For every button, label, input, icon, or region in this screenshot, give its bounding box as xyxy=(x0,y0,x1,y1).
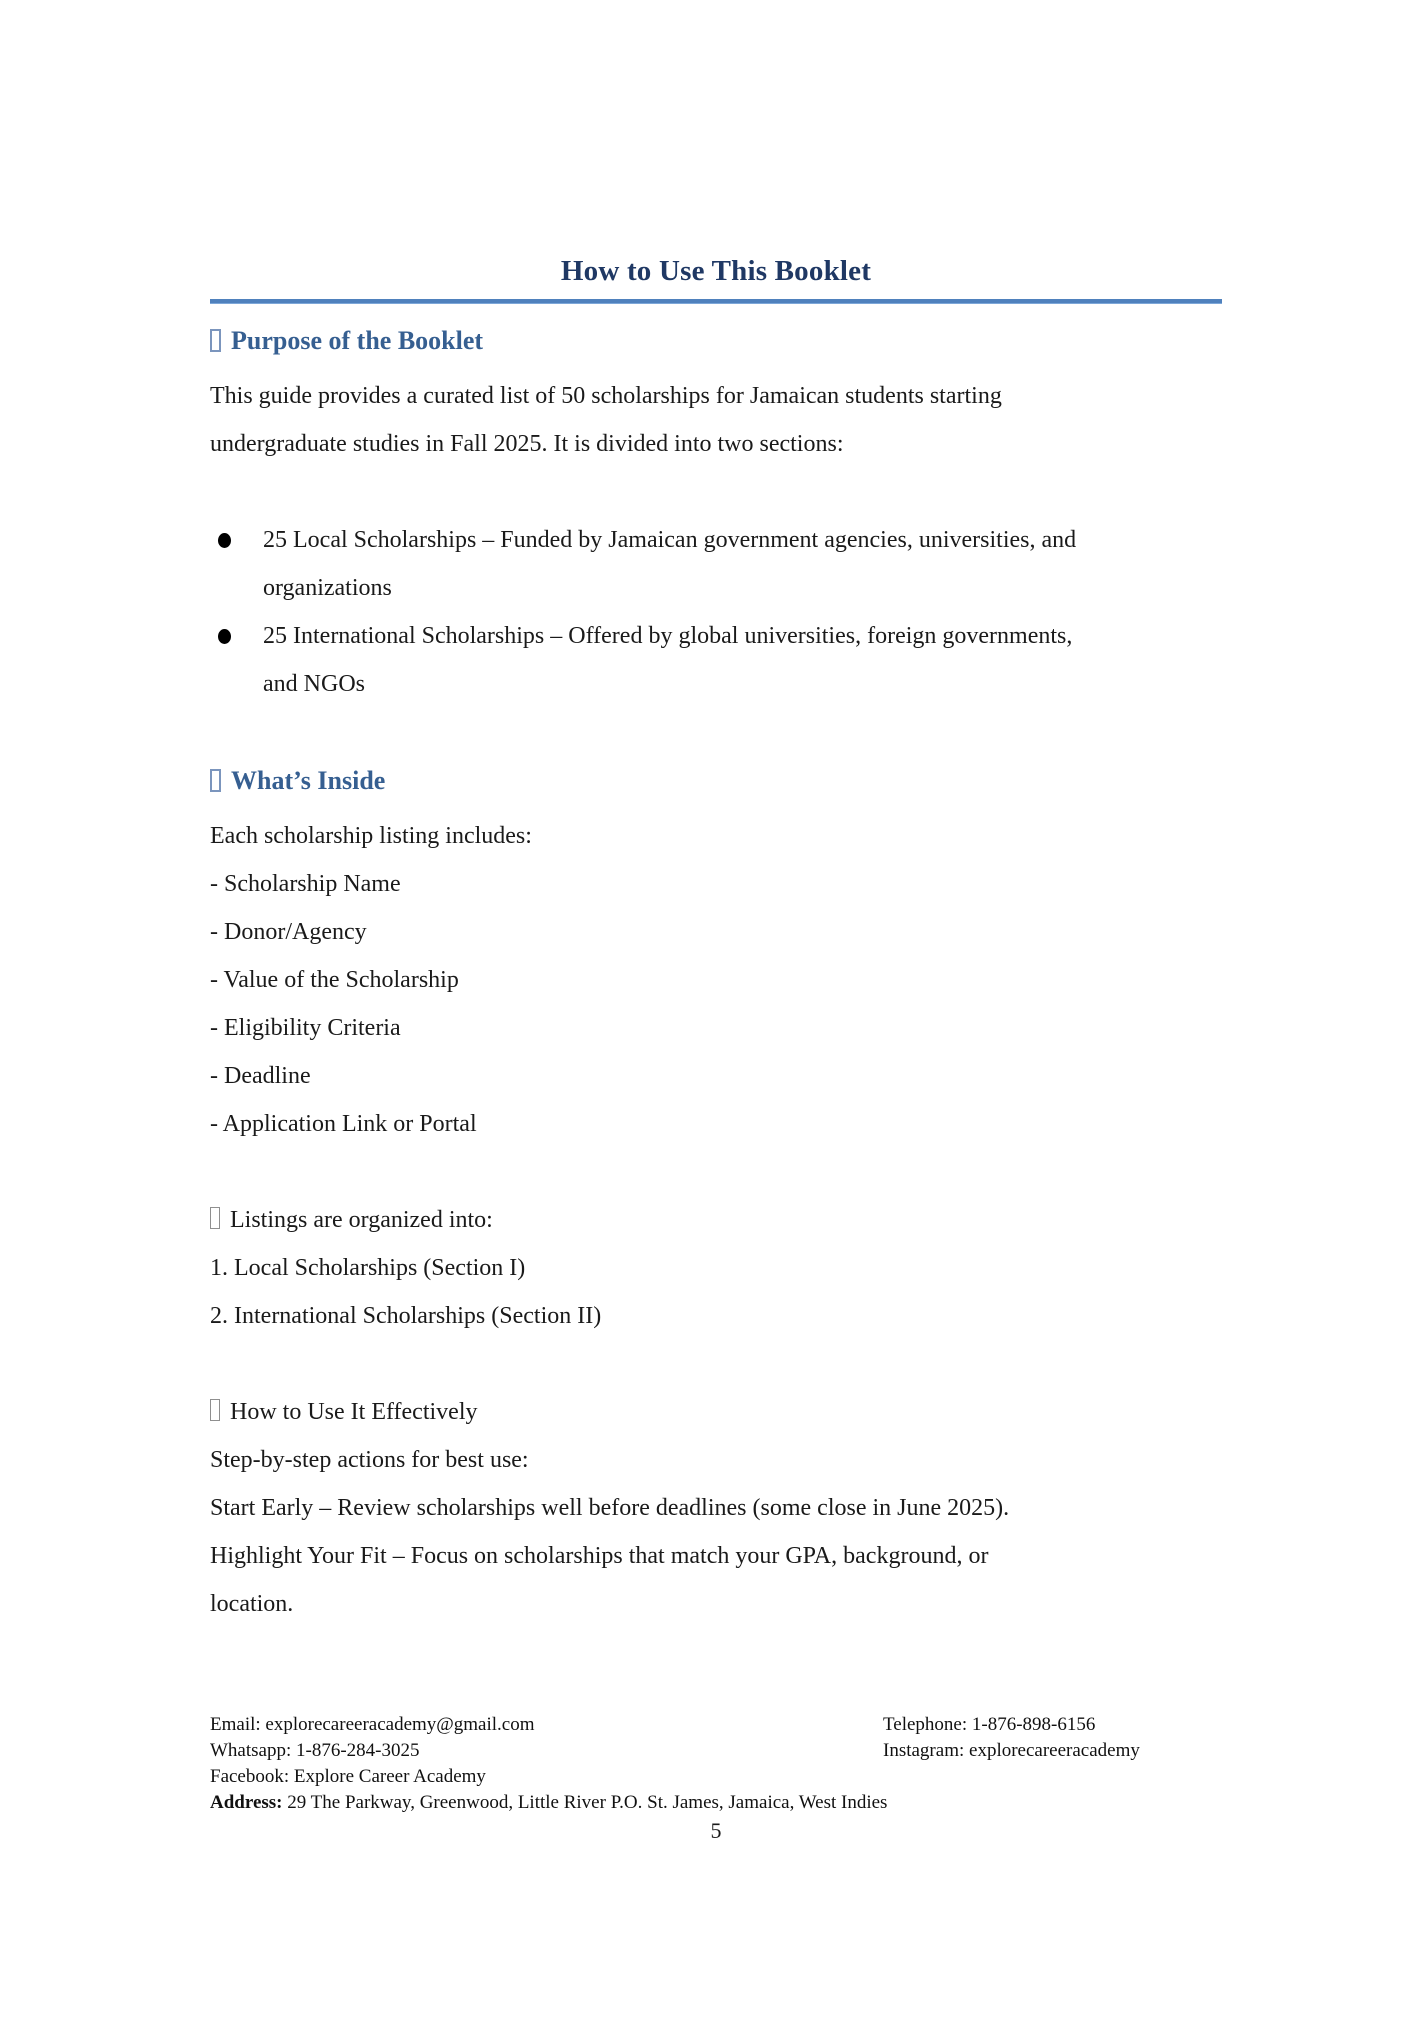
footer-address-label: Address: xyxy=(210,1792,283,1813)
footer-instagram-label: Instagram: xyxy=(883,1740,965,1761)
list-item: - Deadline xyxy=(210,1063,311,1089)
paragraph-line: undergraduate studies in Fall 2025. It is divided into two sections: xyxy=(210,431,844,457)
list-item: - Value of the Scholarship xyxy=(210,967,459,993)
footer-telephone-label: Telephone: xyxy=(883,1714,968,1735)
paragraph-line: Highlight Your Fit – Focus on scholarships that match your GPA, background, or xyxy=(210,1543,989,1569)
footer-address-value: 29 The Parkway, Greenwood, Little River P.O. St. James, Jamaica, West Indies xyxy=(287,1792,888,1813)
list-item: - Eligibility Criteria xyxy=(210,1015,401,1041)
list-item: - Application Link or Portal xyxy=(210,1111,477,1137)
list-item: 1. Local Scholarships (Section I) xyxy=(210,1255,526,1281)
list-item xyxy=(210,612,1222,708)
missing-glyph-icon xyxy=(210,1399,220,1421)
bullet-icon xyxy=(218,629,231,644)
list-item-line: and NGOs xyxy=(263,671,365,697)
purpose-paragraph xyxy=(210,372,1222,468)
paragraph-line: This guide provides a curated list of 50 scholarships for Jamaican students starting xyxy=(210,383,1002,409)
footer-instagram-value: explorecareeracademy xyxy=(969,1740,1140,1761)
list-item-line: organizations xyxy=(263,575,392,601)
how-to-use-heading-label: How to Use It Effectively xyxy=(230,1399,478,1425)
scholarship-type-bullet-list xyxy=(210,516,1222,708)
missing-glyph-icon xyxy=(210,769,221,792)
footer-telephone-value: 1-876-898-6156 xyxy=(971,1714,1096,1735)
how-to-use-heading xyxy=(210,1388,1222,1436)
list-item: 2. International Scholarships (Section II) xyxy=(210,1303,602,1329)
paragraph-line: location. xyxy=(210,1591,294,1617)
organized-heading xyxy=(210,1196,1222,1244)
footer-whatsapp-value: 1-876-284-3025 xyxy=(296,1740,420,1761)
whats-inside-list xyxy=(210,812,1222,1148)
footer-facebook-label: Facebook: xyxy=(210,1766,290,1787)
bullet-icon xyxy=(218,533,231,548)
footer-instagram xyxy=(883,1738,1222,1764)
paragraph-line: Step-by-step actions for best use: xyxy=(210,1447,529,1473)
footer-email-label: Email: xyxy=(210,1714,261,1735)
list-item: - Donor/Agency xyxy=(210,919,367,945)
section-heading-purpose xyxy=(210,324,1222,358)
footer-email-value: explorecareeracademy@gmail.com xyxy=(265,1714,535,1735)
section-heading-purpose-label: Purpose of the Booklet xyxy=(231,326,484,355)
footer-whatsapp xyxy=(210,1738,883,1764)
missing-glyph-icon xyxy=(210,329,221,352)
organized-heading-label: Listings are organized into: xyxy=(230,1207,493,1233)
footer-whatsapp-label: Whatsapp: xyxy=(210,1740,292,1761)
list-item-text xyxy=(263,516,1222,612)
title-rule-divider xyxy=(210,299,1222,304)
list-item: - Scholarship Name xyxy=(210,871,401,897)
how-to-use-section xyxy=(210,1388,1222,1628)
footer-address xyxy=(210,1790,1222,1816)
footer-facebook-value: Explore Career Academy xyxy=(293,1766,486,1787)
footer-email xyxy=(210,1712,883,1738)
section-heading-whats-inside-label: What’s Inside xyxy=(231,766,386,795)
footer-spacer xyxy=(883,1764,1222,1790)
footer-facebook xyxy=(210,1764,883,1790)
list-item-text xyxy=(263,612,1222,708)
list-item-line: 25 International Scholarships – Offered by global universities, foreign governments, xyxy=(263,623,1073,649)
page-title: How to Use This Booklet xyxy=(560,255,872,287)
missing-glyph-icon xyxy=(210,1207,220,1229)
organized-section xyxy=(210,1196,1222,1340)
page-number: 5 xyxy=(710,1818,722,1843)
paragraph-line: Start Early – Review scholarships well before deadlines (some close in June 2025). xyxy=(210,1495,1010,1521)
list-item xyxy=(210,516,1222,612)
list-item-line: 25 Local Scholarships – Funded by Jamaican government agencies, universities, and xyxy=(263,527,1077,553)
section-heading-whats-inside xyxy=(210,764,1222,798)
list-intro: Each scholarship listing includes: xyxy=(210,823,532,849)
footer-telephone xyxy=(883,1712,1222,1738)
contact-footer xyxy=(210,1712,1222,1816)
